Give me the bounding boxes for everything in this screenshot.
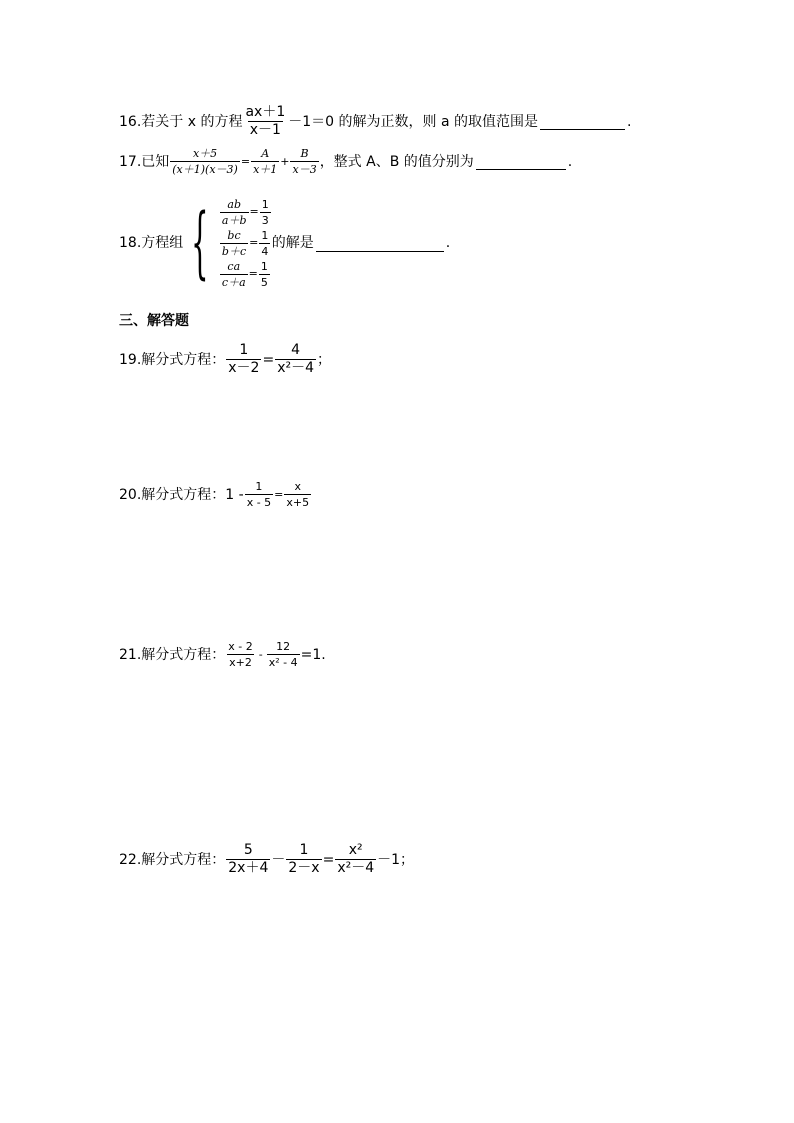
- equals-sign: =: [249, 236, 259, 249]
- question-number: 19.: [119, 351, 142, 368]
- equation-row: [219, 229, 272, 258]
- numerator: bc: [227, 228, 241, 242]
- equals-sign: =: [249, 205, 259, 218]
- denominator: x+5: [286, 496, 310, 509]
- denominator: x－1: [249, 122, 281, 138]
- equals-sign: =: [262, 351, 275, 368]
- question-number: 17.: [119, 153, 142, 170]
- fraction: [290, 147, 318, 176]
- question-text: 若关于 x 的方程: [141, 113, 243, 130]
- equals-sign: =: [248, 267, 258, 280]
- left-brace-icon: {: [191, 198, 209, 288]
- denominator: c＋a: [221, 275, 246, 289]
- numerator: A: [261, 147, 270, 160]
- fraction: [275, 343, 316, 376]
- numerator: ca: [227, 259, 241, 273]
- numerator: B: [300, 147, 309, 160]
- denominator: b＋c: [221, 244, 247, 258]
- equation-end: =1.: [300, 646, 326, 663]
- fraction: [245, 480, 273, 509]
- numerator: x: [294, 480, 302, 493]
- section-title: 三、解答题: [119, 313, 189, 329]
- numerator: 1: [260, 259, 268, 273]
- minus-sign: －: [271, 851, 286, 868]
- numerator: 1: [255, 480, 263, 493]
- answer-blank[interactable]: [316, 235, 444, 252]
- numerator: 1: [239, 342, 249, 358]
- equals-sign: =: [322, 851, 335, 868]
- fraction: [286, 843, 321, 876]
- denominator: x - 5: [246, 496, 272, 509]
- fraction: [335, 843, 376, 876]
- equals-sign: =: [240, 154, 251, 168]
- question-17: [119, 147, 572, 176]
- denominator: x－3: [292, 163, 317, 176]
- equation-system: [183, 198, 271, 289]
- numerator: ax＋1: [245, 104, 286, 120]
- fraction: [220, 229, 248, 258]
- question-text: 的解是: [271, 235, 314, 251]
- question-21: [119, 640, 326, 669]
- equation-end: －1；: [377, 851, 415, 868]
- period: .: [445, 235, 451, 251]
- numerator: 1: [299, 842, 309, 858]
- denominator: x+2: [229, 656, 252, 669]
- question-number: 21.: [119, 646, 142, 663]
- question-text: 已知: [141, 153, 170, 170]
- denominator: x²－4: [337, 860, 375, 876]
- denominator: 3: [261, 213, 269, 227]
- fraction: [226, 843, 270, 876]
- numerator: 1: [261, 197, 269, 211]
- minus-sign: -: [258, 647, 263, 661]
- question-text: 解分式方程：1 -: [141, 486, 244, 503]
- fraction: [220, 260, 248, 289]
- denominator: x＋1: [253, 163, 278, 176]
- question-text: －1＝0 的解为正数，则 a 的取值范围是: [288, 113, 538, 130]
- fraction: [259, 229, 270, 258]
- period: .: [626, 113, 632, 130]
- numerator: x＋5: [192, 147, 218, 160]
- fraction: [267, 640, 300, 669]
- question-16: [119, 105, 631, 138]
- equals-sign: =: [274, 487, 284, 501]
- question-text: ，整式 A、B 的值分别为: [319, 153, 474, 170]
- denominator: 2－x: [288, 860, 320, 876]
- fraction: [243, 105, 287, 138]
- period: .: [567, 153, 573, 170]
- question-number: 22.: [119, 851, 142, 868]
- answer-blank[interactable]: [540, 113, 625, 130]
- question-text: 解分式方程：: [141, 851, 226, 868]
- question-18: [119, 193, 450, 293]
- fraction: [220, 198, 249, 227]
- denominator: x－2: [228, 360, 260, 376]
- fraction: [170, 147, 240, 176]
- numerator: x²: [348, 842, 363, 858]
- equation-row: [219, 198, 272, 227]
- question-19: [119, 343, 331, 376]
- denominator: 5: [260, 275, 268, 289]
- denominator: x² - 4: [268, 656, 298, 669]
- question-text: 方程组: [141, 235, 184, 251]
- numerator: 5: [243, 842, 253, 858]
- numerator: ab: [227, 197, 242, 211]
- equation-list: [219, 198, 272, 289]
- question-number: 20.: [119, 486, 142, 503]
- denominator: 4: [261, 244, 269, 258]
- fraction: [260, 198, 271, 227]
- question-text: 解分式方程：: [141, 646, 226, 663]
- numerator: 12: [276, 640, 291, 653]
- question-20: [119, 480, 312, 509]
- equation-row: [219, 260, 272, 289]
- fraction: [284, 480, 311, 509]
- denominator: (x＋1)(x－3): [172, 163, 238, 176]
- numerator: 4: [291, 342, 301, 358]
- fraction: [226, 343, 261, 376]
- question-22: [119, 843, 414, 876]
- plus-sign: +: [280, 154, 290, 168]
- denominator: 2x＋4: [228, 860, 269, 876]
- answer-blank[interactable]: [476, 153, 566, 170]
- denominator: x²－4: [277, 360, 315, 376]
- question-number: 18.: [119, 235, 142, 251]
- question-number: 16.: [119, 113, 142, 130]
- numerator: x - 2: [228, 640, 253, 653]
- numerator: 1: [261, 228, 269, 242]
- fraction: [226, 640, 254, 669]
- semicolon: ；: [317, 351, 332, 368]
- fraction: [251, 147, 279, 176]
- denominator: a＋b: [221, 213, 247, 227]
- fraction: [259, 260, 270, 289]
- question-text: 解分式方程：: [141, 351, 226, 368]
